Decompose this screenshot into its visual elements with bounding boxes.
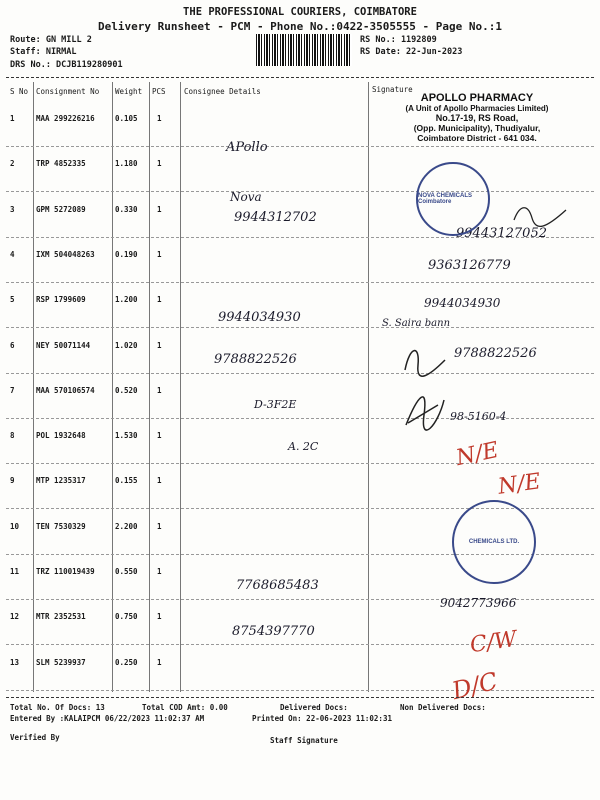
hw-phone-r12: 8754397770 (232, 624, 315, 639)
row-weight: 0.190 (115, 250, 138, 259)
row-consignment: POL 1932648 (36, 431, 86, 440)
row-sno: 8 (10, 431, 15, 440)
mark-ne-2: N/E (496, 469, 543, 500)
hw-phone-r11: 7768685483 (236, 578, 319, 593)
row-sno: 5 (10, 295, 15, 304)
col-line (368, 82, 369, 692)
col-line (180, 82, 181, 692)
row-sno: 4 (10, 250, 15, 259)
mark-ne-1: N/E (453, 437, 501, 472)
signature-scribble (400, 340, 450, 380)
nova-seal-text: NOVA CHEMICALS Coimbatore (418, 193, 472, 205)
barcode (256, 34, 352, 66)
delivered-docs: Delivered Docs: (280, 703, 348, 712)
row-weight: 2.200 (115, 522, 138, 531)
row-consignment: TRZ 110019439 (36, 567, 95, 576)
row-pcs: 1 (157, 522, 162, 531)
row-consignment: MTP 1235317 (36, 476, 86, 485)
apollo-stamp-addr2: (Opp. Municipality), Thudiyalur, (413, 123, 541, 133)
row-sno: 13 (10, 658, 20, 667)
drs-number: DRS No.: DCJB119280901 (10, 60, 123, 70)
row-sno: 7 (10, 386, 15, 395)
row-sno: 3 (10, 205, 15, 214)
row-weight: 0.155 (115, 476, 138, 485)
apollo-stamp-addr1: No.17-19, RS Road, (435, 113, 519, 123)
row-weight: 1.020 (115, 341, 138, 350)
hw-sig-phone-r7: 98-5160-4 (450, 410, 507, 423)
header-divider (6, 77, 594, 78)
company-title: THE PROFESSIONAL COURIERS, COIMBATORE (183, 6, 417, 18)
row-consignment: NEY 50071144 (36, 341, 91, 350)
hw-sig-phone-r6: 9788822526 (454, 346, 537, 361)
hw-consignee-r2: Nova (230, 190, 262, 204)
total-docs: Total No. Of Docs: 13 (10, 703, 105, 712)
verified-by: Verified By (10, 733, 60, 742)
row-weight: 0.750 (115, 612, 138, 621)
col-consignment: Consignment No (36, 87, 100, 96)
row-weight: 0.520 (115, 386, 138, 395)
row-weight: 0.250 (115, 658, 138, 667)
row-consignment: GPM 5272089 (36, 205, 86, 214)
hw-phone-r5: 9944034930 (218, 310, 301, 325)
row-sno: 6 (10, 341, 15, 350)
row-weight: 0.550 (115, 567, 138, 576)
staff-signature: Staff Signature (270, 736, 338, 745)
apollo-stamp-sub: (A Unit of Apollo Pharmacies Limited) (405, 104, 549, 113)
row-sno: 12 (10, 612, 20, 621)
row-consignment: SLM 5239937 (36, 658, 86, 667)
row-pcs: 1 (157, 205, 162, 214)
nova-seal (416, 162, 490, 236)
col-pcs: PCS (152, 87, 166, 96)
hw-code-r8: A. 2C (288, 440, 319, 453)
row-weight: 1.200 (115, 295, 138, 304)
row-sno: 1 (10, 114, 15, 123)
row-pcs: 1 (157, 341, 162, 350)
hw-sig-phone-r4: 9363126779 (428, 258, 511, 273)
row-divider (6, 146, 594, 147)
row-divider (6, 690, 594, 691)
rs-number: RS No.: 1192809 (360, 35, 437, 45)
row-divider (6, 191, 594, 192)
col-sno: S No (10, 87, 29, 96)
signature-scribble (510, 200, 570, 230)
row-consignment: MTR 2352531 (36, 612, 86, 621)
total-cod: Total COD Amt: 0.00 (142, 703, 228, 712)
chemicals-seal-text: CHEMICALS LTD. (468, 539, 520, 545)
hw-sig-phone-r11: 9042773966 (440, 596, 517, 610)
runsheet-title: Delivery Runsheet - PCM - Phone No.:0422-3505555 - Page No.:1 (98, 20, 502, 33)
row-divider (6, 373, 594, 374)
non-delivered-docs: Non Delivered Docs: (400, 703, 486, 712)
hw-sig-phone-r3: 99443127052 (456, 226, 547, 241)
row-weight: 0.105 (115, 114, 138, 123)
hw-phone-r3: 9944312702 (234, 210, 317, 225)
row-sno: 9 (10, 476, 15, 485)
mark-cw: C/W (468, 626, 519, 659)
apollo-stamp-addr3: Coimbatore District - 641 034. (417, 133, 537, 143)
row-consignment: IXM 504048263 (36, 250, 95, 259)
row-consignment: RSP 1799609 (36, 295, 86, 304)
entered-by: Entered By :KALAIPCM 06/22/2023 11:02:37 AM (10, 714, 205, 723)
row-pcs: 1 (157, 476, 162, 485)
row-pcs: 1 (157, 295, 162, 304)
row-divider (6, 463, 594, 464)
col-line (149, 82, 150, 692)
row-pcs: 1 (157, 658, 162, 667)
hw-sig-name-r5: S. Saira bann (382, 318, 451, 329)
apollo-stamp-name: APOLLO PHARMACY (420, 92, 534, 104)
apollo-stamp (368, 92, 586, 143)
hw-sig-phone-r5: 9944034930 (424, 296, 501, 310)
row-pcs: 1 (157, 159, 162, 168)
printed-on: Printed On: 22-06-2023 11:02:31 (252, 714, 392, 723)
mark-dc: D/C (449, 666, 501, 706)
col-signature: Signature (372, 85, 413, 94)
row-pcs: 1 (157, 250, 162, 259)
hw-phone-r6: 9788822526 (214, 352, 297, 367)
rs-date: RS Date: 22-Jun-2023 (360, 47, 463, 57)
hw-code-r7: D-3F2E (254, 398, 297, 411)
footer-divider (6, 697, 594, 698)
row-consignment: TRP 4852335 (36, 159, 86, 168)
chemicals-seal (452, 500, 536, 584)
row-consignment: MAA 299226216 (36, 114, 95, 123)
row-pcs: 1 (157, 612, 162, 621)
row-consignment: MAA 570106574 (36, 386, 95, 395)
col-line (33, 82, 34, 692)
row-pcs: 1 (157, 114, 162, 123)
col-line (112, 82, 113, 692)
row-consignment: TEN 7530329 (36, 522, 86, 531)
hw-consignee-r1: APollo (226, 140, 268, 155)
col-consignee: Consignee Details (184, 87, 261, 96)
row-pcs: 1 (157, 567, 162, 576)
row-sno: 11 (10, 567, 20, 576)
row-weight: 1.530 (115, 431, 138, 440)
row-divider (6, 282, 594, 283)
row-divider (6, 327, 594, 328)
row-sno: 2 (10, 159, 15, 168)
row-weight: 1.180 (115, 159, 138, 168)
col-weight: Weight (115, 87, 143, 96)
row-sno: 10 (10, 522, 20, 531)
signature-scribble (398, 385, 448, 435)
row-pcs: 1 (157, 386, 162, 395)
staff-label: Staff: NIRMAL (10, 47, 77, 57)
row-weight: 0.330 (115, 205, 138, 214)
row-pcs: 1 (157, 431, 162, 440)
route-label: Route: GN MILL 2 (10, 35, 92, 45)
